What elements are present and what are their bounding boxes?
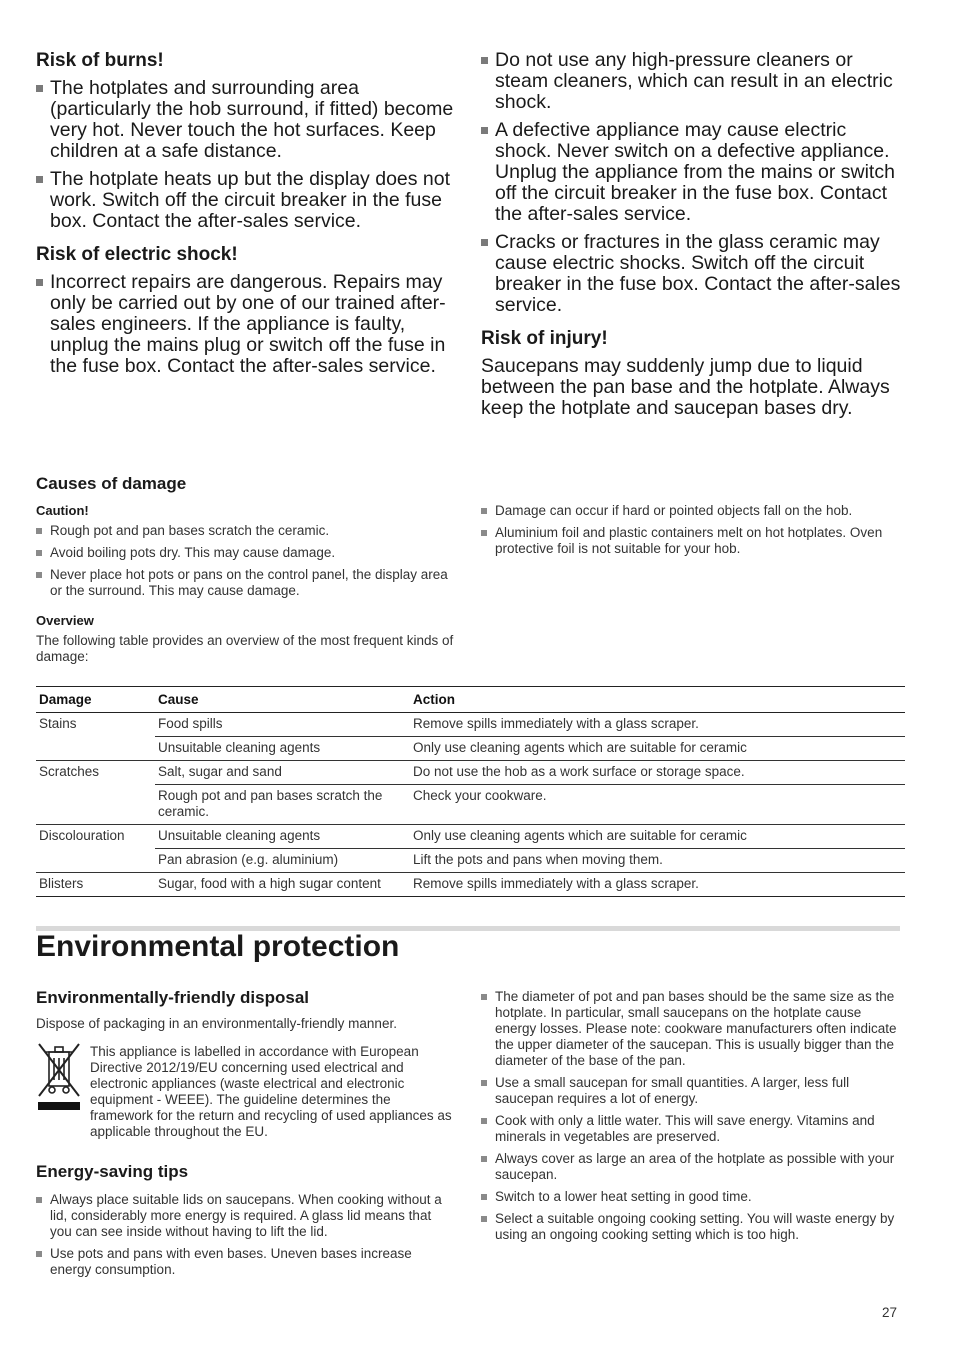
action-cell: Remove spills immediately with a glass scraper.: [413, 716, 699, 731]
list-item: Always place suitable lids on saucepans. When cooking without a lid, considerably more energy is required. A glass lid means that you can see inside without having to lift the lid.: [36, 1192, 456, 1240]
energy-saving-right-list: [481, 989, 901, 1243]
damage-right-list: [481, 503, 901, 557]
cause-cell: Unsuitable cleaning agents: [155, 825, 410, 849]
damage-cell: Stains: [39, 716, 77, 731]
list-item: Do not use any high-pressure cleaners or steam cleaners, which can result in an electric shock.: [481, 50, 906, 113]
damage-left-column: [36, 474, 456, 665]
list-item: Switch to a lower heat setting in good time.: [481, 1189, 901, 1205]
energy-saving-heading: Energy-saving tips: [36, 1162, 189, 1181]
damage-caution-list: [36, 523, 456, 599]
environmental-protection-title: Environmental protection: [36, 930, 400, 963]
cause-cell: Pan abrasion (e.g. aluminium): [155, 849, 410, 873]
action-cell: Do not use the hob as a work surface or storage space.: [410, 761, 905, 785]
action-cell: Only use cleaning agents which are suitable for ceramic: [410, 737, 905, 761]
list-item: Select a suitable ongoing cooking setting. You will waste energy by using an ongoing cooking setting which is too high.: [481, 1211, 901, 1243]
list-item: The diameter of pot and pan bases should be the same size as the hotplate. In particular, small saucepans on the hotplate cause energy losses. Please note: cookware manufacturers often indicate the upper diameter of the saucepan. This is usually bigger than the diameter of the base of the pan.: [481, 989, 901, 1069]
safety-left-column: [36, 50, 461, 384]
action-cell: Check your cookware.: [410, 785, 905, 825]
list-item: Use a small saucepan for small quantities. A larger, less full saucepan requires a lot of energy.: [481, 1075, 901, 1107]
list-item: A defective appliance may cause electric shock. Never switch on a defective appliance. Unplug the appliance from the mains or switch off the circuit breaker in the fuse box. Contact the after-sales service.: [481, 120, 906, 225]
cause-cell: Sugar, food with a high sugar content: [155, 873, 410, 897]
risk-of-burns-heading: Risk of burns!: [36, 50, 164, 71]
cause-cell: Food spills: [158, 716, 223, 731]
overview-label: Overview: [36, 613, 94, 628]
environment-right-column: [481, 989, 901, 1249]
cause-cell: Salt, sugar and sand: [155, 761, 410, 785]
list-item: The hotplates and surrounding area (particularly the hob surround, if fitted) become very hot. Never touch the hot surfaces. Keep children at a safe distance.: [36, 78, 461, 162]
energy-saving-left-list: [36, 1192, 456, 1278]
column-header-damage: Damage: [36, 687, 155, 713]
damage-cell: Discolouration: [36, 825, 155, 873]
risk-of-burns-list: [36, 78, 461, 232]
risk-of-electric-shock-heading: Risk of electric shock!: [36, 244, 238, 265]
table-header-row: [36, 687, 905, 713]
risk-of-electric-shock-list: [36, 272, 461, 377]
table-row: [36, 713, 905, 737]
damage-cell: Blisters: [36, 873, 155, 897]
action-cell: Remove spills immediately with a glass scraper.: [410, 873, 905, 897]
list-item: Use pots and pans with even bases. Uneven bases increase energy consumption.: [36, 1246, 456, 1278]
table-row: [36, 737, 905, 761]
table-row: [36, 761, 905, 785]
causes-of-damage-heading: Causes of damage: [36, 474, 187, 493]
list-item: Cook with only a little water. This will save energy. Vitamins and minerals in vegetables are preserved.: [481, 1113, 901, 1145]
cause-cell: Unsuitable cleaning agents: [155, 737, 410, 761]
disposal-intro: Dispose of packaging in an environmentally-friendly manner.: [36, 1016, 397, 1031]
action-cell: Only use cleaning agents which are suitable for ceramic: [410, 825, 905, 849]
list-item: Cracks or fractures in the glass ceramic may cause electric shocks. Switch off the circuit breaker in the fuse box. Contact the after-sales service.: [481, 232, 906, 316]
column-header-cause: Cause: [155, 687, 410, 713]
list-item: Never place hot pots or pans on the control panel, the display area or the surround. This may cause damage.: [36, 567, 456, 599]
action-cell: Lift the pots and pans when moving them.: [410, 849, 905, 873]
list-item: Incorrect repairs are dangerous. Repairs may only be carried out by one of our trained after-sales engineers. If the appliance is faulty, unplug the mains plug or switch off the fuse in the fuse box. Contact the after-sales service.: [36, 272, 461, 377]
list-item: Aluminium foil and plastic containers melt on hot hotplates. Oven protective foil is not suitable for your hob.: [481, 525, 901, 557]
table-row: [36, 785, 905, 825]
overview-text: The following table provides an overview of the most frequent kinds of damage:: [36, 633, 454, 664]
cause-cell: Rough pot and pan bases scratch the ceramic.: [155, 785, 410, 825]
risk-of-injury-text: Saucepans may suddenly jump due to liquid between the pan base and the hotplate. Always keep the hotplate and saucepan bases dry.: [481, 355, 890, 419]
damage-cell: Scratches: [36, 761, 155, 825]
weee-text: This appliance is labelled in accordance with European Directive 2012/19/EU concerning used electrical and electronic appliances (waste electrical and electronic equipment - WEEE). The guideline determines the framework for the return and recycling of used appliances as applicable throughout the EU.: [90, 1044, 452, 1139]
disposal-heading: Environmentally-friendly disposal: [36, 988, 310, 1007]
safety-right-column: [481, 50, 906, 419]
column-header-action: Action: [410, 687, 905, 713]
list-item: Always cover as large an area of the hotplate as possible with your saucepan.: [481, 1151, 901, 1183]
electric-shock-list-continued: [481, 50, 906, 316]
list-item: Damage can occur if hard or pointed objects fall on the hob.: [481, 503, 901, 519]
list-item: The hotplate heats up but the display does not work. Switch off the circuit breaker in the fuse box. Contact the after-sales service.: [36, 169, 461, 232]
damage-overview-table: [36, 686, 905, 897]
crossed-out-wheelie-bin-icon: [36, 1040, 82, 1114]
list-item: Avoid boiling pots dry. This may cause damage.: [36, 545, 456, 561]
table-row: [36, 825, 905, 849]
weee-block: [36, 1044, 456, 1140]
page-number: 27: [882, 1305, 898, 1320]
table-row: [36, 849, 905, 873]
list-item: Rough pot and pan bases scratch the ceramic.: [36, 523, 456, 539]
damage-right-column: [481, 503, 901, 563]
risk-of-injury-heading: Risk of injury!: [481, 328, 608, 349]
environment-left-column: [36, 988, 456, 1284]
caution-label: Caution!: [36, 503, 89, 518]
table-row: [36, 873, 905, 897]
